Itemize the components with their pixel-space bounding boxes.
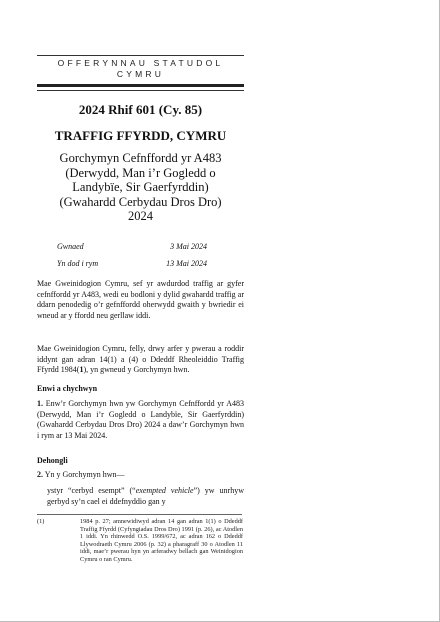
heading-interpretation: Dehongli xyxy=(37,456,68,465)
para2-text: Mae Gweinidogion Cymru, felly, drwy arfer y pwerau a roddir iddynt gan adran 14(1) a (4) o Ddeddf Rheoleiddio Traffig Ffyrdd 1984( xyxy=(37,344,244,375)
article-1-text: Enw’r Gorchymyn hwn yw Gorchymyn Cefnffordd yr A483 (Derwydd, Man i’r Gogledd o Landybïe, Sir Gaerfyrddin) (Gwahardd Cerbydau Dros Dro) 2024 a daw’r Gorchymyn hwn i rym ar 13 Mai 2024. xyxy=(37,399,244,440)
header-rule-bottom xyxy=(37,90,244,91)
definition-exempted-vehicle xyxy=(47,486,244,507)
footnote-text: 1984 p. 27; amnewidiwyd adran 14 gan adran 1(1) o Ddeddf Traffig Ffyrdd (Cyfyngiadau Dros Dro) 1991 (p. 26), ac Atodlen 1 iddi. Yn rhinwedd O.S. 1999/672, ac adran 162 o Ddeddf Llywodraeth Cymru 2006 (p. 32) a pharagraff 30 o Atodlen 11 iddi, mae’r pwerau hyn yn arferadwy bellach gan Weinidogion Cymru o ran Cymru. xyxy=(80,518,243,563)
dates-block xyxy=(57,242,207,276)
definition-text-end: ”) yw unrhyw gerbyd sy’n cael ei ddefnyddio gan y xyxy=(47,486,244,506)
heading-citation: Enwi a chychwyn xyxy=(37,384,98,393)
article-1-number: 1. xyxy=(37,399,43,408)
made-label: Gwnaed xyxy=(57,242,84,251)
definition-text: ystyr “cerbyd esempt” (“ xyxy=(47,486,136,495)
force-value: 13 Mai 2024 xyxy=(166,259,207,268)
series-line-2: CYMRU xyxy=(116,69,165,79)
made-value: 3 Mai 2024 xyxy=(170,242,207,251)
order-title xyxy=(37,151,244,224)
instrument-number: 2024 Rhif 601 (Cy. 85) xyxy=(78,102,203,117)
subject-heading: TRAFFIG FFYRDD, CYMRU xyxy=(54,128,227,143)
preamble-paragraph-2 xyxy=(37,344,244,376)
made-date-row xyxy=(57,242,207,259)
header-rule-thick xyxy=(37,84,244,87)
series-line-1: OFFERYNNAU STATUDOL xyxy=(57,58,224,68)
title-line: (Derwydd, Man i’r Gogledd o xyxy=(65,165,216,180)
force-label: Yn dod i rym xyxy=(57,259,99,268)
title-line: Landybïe, Sir Gaerfyrddin) xyxy=(72,180,209,194)
title-line: Gorchymyn Cefnffordd yr A483 xyxy=(59,151,222,165)
article-2-text: Yn y Gorchymyn hwn— xyxy=(43,470,125,479)
title-line: (Gwahardd Cerbydau Dros Dro) xyxy=(59,194,222,209)
series-heading xyxy=(37,58,244,80)
preamble-paragraph-1: Mae Gweinidogion Cymru, sef yr awdurdod traffig ar gyfer cefnffordd yr A483, wedi eu bodloni y dylid gwahardd traffig ar ddarn penodedig o’r gefnffordd oherwydd gwaith y bwriedir ei wneud ar y ffordd neu gerllaw iddi. xyxy=(37,279,244,320)
force-date-row xyxy=(57,259,207,276)
article-1 xyxy=(37,399,244,441)
footnote-reference[interactable]: 1 xyxy=(79,365,84,375)
article-2 xyxy=(37,470,244,481)
title-line: 2024 xyxy=(128,209,153,223)
footnote-rule xyxy=(37,514,242,515)
definition-term: exempted vehicle xyxy=(135,486,194,495)
header-rule-top xyxy=(37,55,244,56)
para2-text-end: ), yn gwneud y Gorchymyn hwn. xyxy=(83,365,190,375)
article-2-number: 2. xyxy=(37,470,43,479)
footnote-mark: (1) xyxy=(37,518,45,525)
